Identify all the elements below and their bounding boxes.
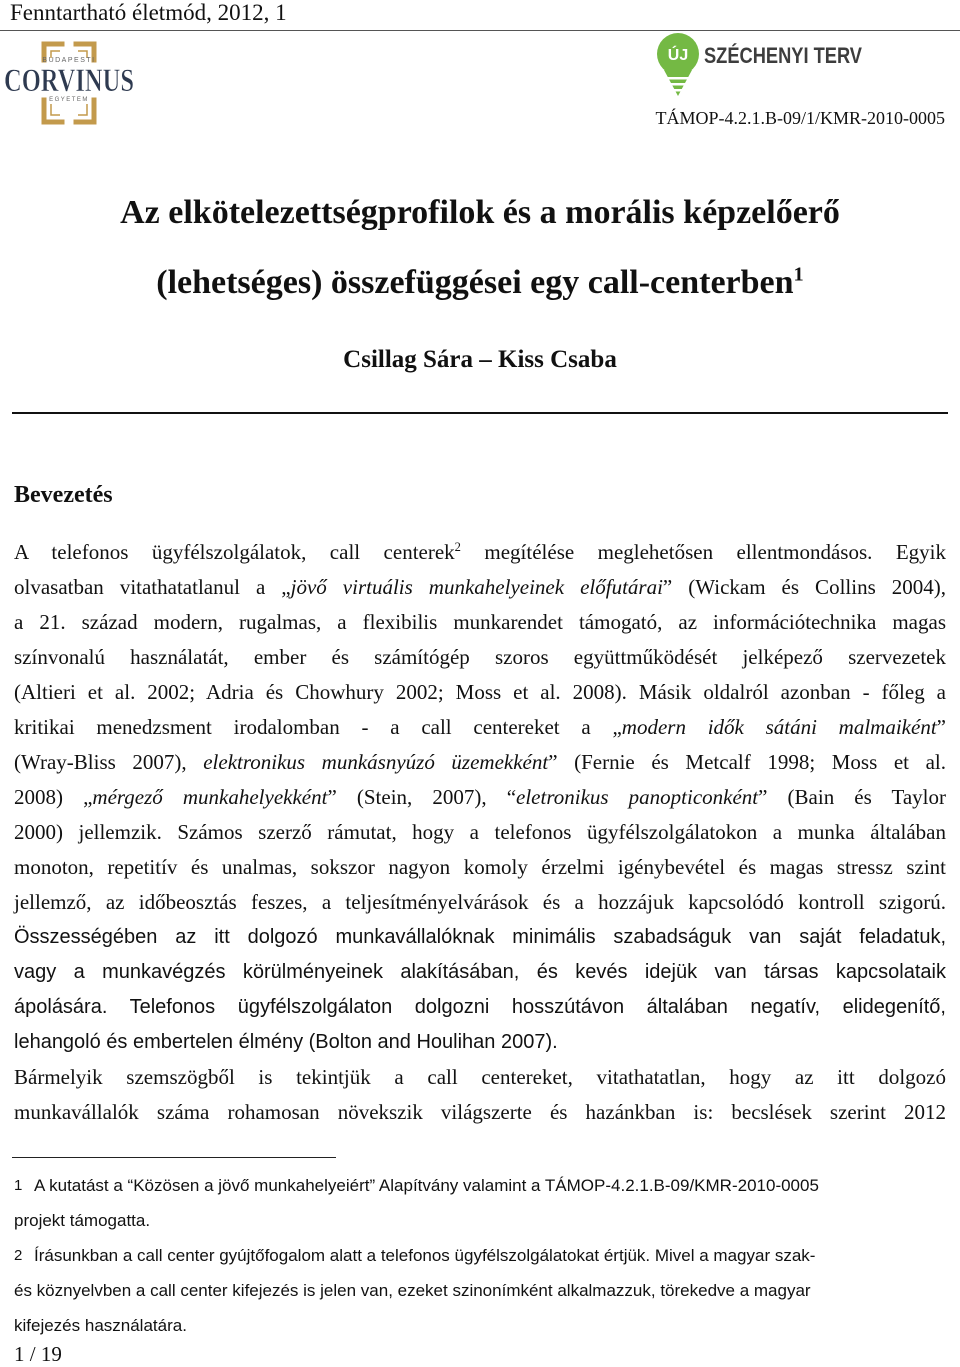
project-code: TÁMOP-4.2.1.B-09/1/KMR-2010-0005 [655, 108, 945, 128]
authors: Csillag Sára – Kiss Csaba [343, 346, 617, 373]
body-text [14, 535, 946, 1130]
text-run: 2008) „ [14, 785, 93, 809]
italic-text: mérgező munkahelyekként [92, 785, 328, 809]
logo-name-text: SZÉCHENYI TERV [704, 43, 863, 68]
body-line [14, 675, 946, 710]
text-run: ” (Bain és Taylor [758, 785, 946, 809]
text-run: a 21. század modern, rugalmas, a flexibilis munkarendet támogató, az információtechnika magas [14, 610, 946, 634]
body-line [14, 745, 946, 780]
text-run: munkavállalók száma rohamosan növekszik világszerte és hazánkban is: becslések szerint 2012 [14, 1100, 946, 1124]
italic-text: elektronikus munkásnyúzó üzemekként [203, 750, 549, 774]
journal-title: Fenntartható életmód, 2012, 1 [10, 0, 287, 25]
body-line [14, 640, 946, 675]
text-run: megítélése meglehetősen ellentmondásos. Egyik [460, 540, 946, 564]
footnote-text: kifejezés használatára. [14, 1316, 187, 1335]
text-run: olvasatban vitathatatlanul a „ [14, 575, 291, 599]
text-run: lehangoló és embertelen élmény (Bolton and Houlihan 2007). [14, 1031, 558, 1053]
text-run: (Altieri et al. 2002; Adria és Chowhury 2002; Moss et al. 2008). Másik oldalról azonban - főleg a [14, 680, 946, 704]
footnote-line [14, 1273, 946, 1308]
footnotes [14, 1168, 946, 1343]
text-run: ” (Wickam és Collins 2004), [662, 575, 947, 599]
body-line [14, 885, 946, 920]
italic-text: jövő virtuális munkahelyeinek előfutárai [290, 575, 663, 599]
section-heading: Bevezetés [14, 482, 113, 508]
logo-badge-text: ÚJ [667, 47, 689, 64]
footnote-text: projekt támogatta. [14, 1211, 151, 1230]
body-line [14, 780, 946, 815]
body-line [14, 955, 946, 990]
logo-text-bottom: EGYETEM [49, 97, 89, 103]
body-line [14, 535, 946, 570]
pin-stripe [660, 77, 696, 80]
text-run: vagy a munkavégzés körülményeinek alakításában, és kevés idejük van társas kapcsolataik [14, 961, 946, 983]
footnote-ref: 2 [454, 540, 461, 554]
text-run: ” (Fernie és Metcalf 1998; Moss et al. [548, 750, 947, 774]
text-run: jellemző, az időbeosztás feszes, a teljesítményelvárások és a hozzájuk kapcsolódó kontroll szigorú. [14, 890, 946, 914]
title-line-1: Az elkötelezettségprofilok és a morális képzelőerő [120, 194, 840, 231]
text-run: (Wray-Bliss 2007), [14, 750, 204, 774]
footnote-text: A kutatást a “Közösen a jövő munkahelyeiért” Alapítvány valamint a TÁMOP-4.2.1.B-09/KMR-2010-0005 [34, 1176, 819, 1195]
logo-bracket [44, 100, 62, 122]
title-line-2 [0, 263, 960, 303]
body-line [14, 1095, 946, 1130]
szechenyi-terv-logo [650, 30, 865, 96]
footnote-text: Írásunkban a call center gyújtőfogalom alatt a telefonos ügyfélszolgálatokat értjük. Mivel a magyar szak- [34, 1246, 816, 1265]
body-line [14, 710, 946, 745]
body-line [14, 850, 946, 885]
footnote-line [14, 1203, 946, 1238]
footnote-number: 2 [14, 1247, 23, 1264]
footnote-line [14, 1308, 946, 1343]
body-line [14, 1025, 946, 1060]
logo-bracket [76, 100, 94, 122]
text-run: Összességében az itt dolgozó munkavállalóknak minimális szabadságuk van saját feladatuk, [14, 926, 946, 948]
text-run: ” (Stein, 2007), “ [327, 785, 517, 809]
corvinus-logo [0, 38, 140, 130]
footnote-number: 1 [14, 1177, 23, 1194]
text-run: kritikai menedzsment irodalomban - a call centereket a „ [14, 715, 622, 739]
logo-text-top: BUDAPESTI [42, 57, 96, 64]
body-line [14, 1060, 946, 1095]
footnote-line [14, 1168, 946, 1203]
text-run: 2000) jellemzik. Számos szerző rámutat, hogy a telefonos ügyfélszolgálatokon a munka általában [14, 820, 946, 844]
text-run: ” [936, 715, 946, 739]
text-run: Bármelyik szemszögből is tekintjük a call centereket, vitathatatlan, hogy az itt dolgozó [14, 1065, 946, 1089]
body-line [14, 570, 946, 605]
logo-text-main: CORVINUS [4, 63, 134, 99]
italic-text: eletronikus panopticonként [516, 785, 759, 809]
logo-bracket-inner [78, 104, 87, 115]
footnote-line [14, 1238, 946, 1273]
body-line [14, 920, 946, 955]
title-rule [12, 412, 948, 414]
page-number: 1 / 19 [14, 1342, 62, 1366]
text-run: színvonalú használatát, ember és számítógép szoros együttműködését jelképező szervezetek [14, 645, 946, 669]
italic-text: modern idők sátáni malmaiként [621, 715, 937, 739]
footnote-text: és köznyelvben a call center kifejezés is jelen van, ezeket szinonímként alkalmazzuk, törekedve a magyar [14, 1281, 811, 1300]
text-run: monoton, repetitív és unalmas, sokszor nagyon komoly érzelmi igénybevétel és magas stressz szint [14, 855, 946, 879]
pin-stripe [660, 83, 696, 86]
footnote-rule [12, 1157, 336, 1158]
text-run: ápolására. Telefonos ügyfélszolgálaton dolgozni hosszútávon általában negatív, elidegenítő, [14, 996, 946, 1018]
pin-stripe [660, 89, 696, 92]
body-line [14, 990, 946, 1025]
body-line [14, 605, 946, 640]
body-line [14, 815, 946, 850]
footnote-ref: 1 [793, 263, 804, 286]
title-text: (lehetséges) összefüggései egy call-centerben [156, 264, 794, 301]
logo-bracket-inner [51, 104, 60, 115]
text-run: A telefonos ügyfélszolgálatok, call centerek [14, 540, 455, 564]
